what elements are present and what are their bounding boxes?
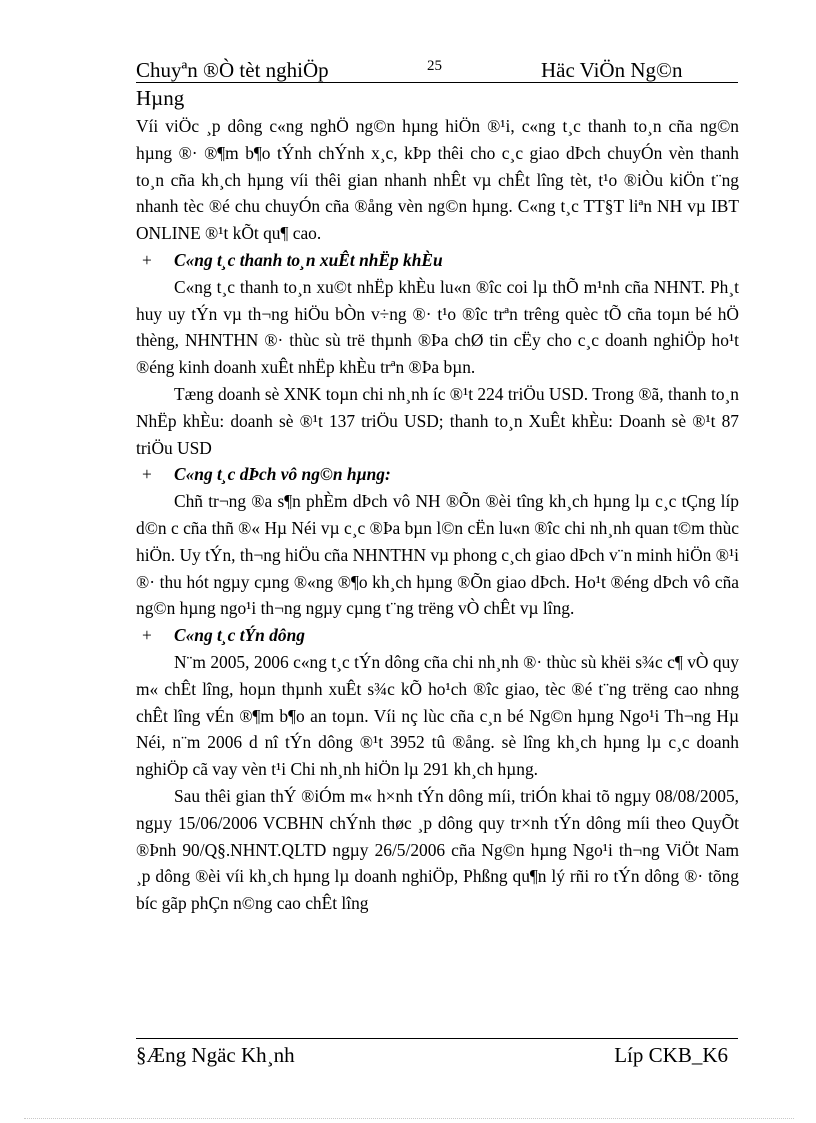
- paragraph-technology: Víi viÖc ¸p dông c«ng nghÖ ng©n hµng hiÖn ®¹i, c«ng t¸c thanh to¸n cña ng©n hµng ®· ®¶m b¶o tÝnh chÝnh x¸c, kÞp thêi cho c¸c giao dÞch chuyÓn vèn thanh to¸n cña kh¸ch hµng víi thêi gian nhanh nhÊt vµ chÊt lîng tèt, t¹o ®iÒu kiÖn t¨ng nhanh tèc ®é chu chuyÓn cña ®ång vèn ng©n hµng. C«ng t¸c TT§T liªn NH vµ IBT ONLINE ®¹t kÕt qu¶ cao.: [136, 116, 739, 244]
- footer-class: Líp CKB_K6: [614, 1043, 728, 1067]
- bullet-mark: +: [142, 625, 152, 646]
- heading-text: C«ng t¸c tÝn dông: [174, 625, 305, 646]
- page-header: [136, 56, 738, 83]
- heading-text: C«ng t¸c dÞch vô ng©n hµng:: [174, 464, 391, 485]
- paragraph-import-export: C«ng t¸c thanh to¸n xu©t nhËp khÈu lu«n ®îc coi lµ thÕ m¹nh cña NHNT. Ph¸t huy uy tÝn vµ th¬ng hiÖu bÒn v÷ng ®· t¹o ®îc trªn trêng quèc tÕ cña toµn bé hÖ thèng, NHNTHN ®· thùc sù trë thµnh ®Þa chØ tin cËy cho c¸c doanh nghiÖp ho¹t ®éng kinh doanh xuÊt nhËp khÈu trªn ®Þa bµn.: [136, 276, 739, 378]
- header-institution-continued: Hµng: [136, 86, 185, 110]
- heading-banking-services: [136, 461, 739, 488]
- header-thesis-title: Chuyªn ®Ò tèt nghiÖp: [136, 58, 329, 82]
- paragraph-services: Chñ tr¬ng ®a s¶n phÈm dÞch vô NH ®Õn ®èi tîng kh¸ch hµng lµ c¸c tÇng líp d©n c cña thñ ®« Hµ Néi vµ c¸c ®Þa bµn l©n cËn lu«n ®îc chi nh¸nh quan t©m thùc hiÖn. Uy tÝn, th¬ng hiÖu cña NHNTHN vµ phong c¸ch giao dÞch v¨n minh hiÖn ®¹i ®· thu hót ngµy cµng ®«ng ®¶o kh¸ch hµng ®Õn giao dÞch. Ho¹t ®éng dÞch vô cña ng©n hµng ngo¹i th¬ng ngµy cµng t¨ng trëng vÒ chÊt vµ lîng.: [136, 491, 739, 619]
- heading-credit: [136, 622, 739, 649]
- bullet-mark: +: [142, 464, 152, 485]
- paragraph-xnk-revenue: Tæng doanh sè XNK toµn chi nh¸nh íc ®¹t 224 triÖu USD. Trong ®ã, thanh to¸n NhËp khÈu: doanh sè ®¹t 137 triÖu USD; thanh to¸n XuÊt khÈu: Doanh sè ®¹t 87 triÖu USD: [136, 383, 739, 458]
- heading-import-export-payment: [136, 247, 739, 274]
- header-institution: Häc ViÖn Ng©n: [541, 58, 683, 82]
- bullet-mark: +: [142, 249, 152, 270]
- paragraph-credit-2005-2006: N¨m 2005, 2006 c«ng t¸c tÝn dông cña chi nh¸nh ®· thùc sù khëi s¾c c¶ vÒ quy m« chÊt lîng, hoµn thµnh xuÊt s¾c kÕ ho¹ch ®îc giao, tèc ®é t¨ng trëng cao nhng chÊt lîng vÉn ®¶m b¶o an toµn. Víi nç lùc cña c¸n bé Ng©n hµng Ngo¹i Th¬ng Hµ Néi, n¨m 2006 d nî tÝn dông ®¹t 3952 tû ®ång. sè lîng kh¸ch hµng lµ c¸c doanh nghiÖp cã vay vèn t¹i Chi nh¸nh hiÖn lµ 291 kh¸ch hµng.: [136, 651, 739, 780]
- page-number: 25: [427, 58, 442, 74]
- document-body: [136, 113, 739, 917]
- footer-author: §Æng Ngäc Kh¸nh: [136, 1043, 295, 1067]
- page-footer: [136, 1038, 738, 1069]
- page-edge-divider: [24, 1118, 794, 1119]
- heading-text: C«ng t¸c thanh to¸n xuÊt nhËp khÈu: [174, 249, 443, 270]
- paragraph-credit-model: Sau thêi gian thÝ ®iÓm m« h×nh tÝn dông míi, triÓn khai tõ ngµy 08/08/2005, ngµy 15/06/2006 VCBHN chÝnh thøc ¸p dông quy tr×nh tÝn dông míi theo QuyÕt ®Þnh 90/Q§.NHNT.QLTD ngµy 26/5/2006 cña Ng©n hµng Ngo¹i th¬ng ViÖt Nam ¸p dông ®èi víi kh¸ch hµng lµ doanh nghiÖp, Phßng qu¶n lý rñi ro tÝn dông ®· tõng bíc gãp phÇn n©ng cao chÊt lîng: [136, 785, 739, 914]
